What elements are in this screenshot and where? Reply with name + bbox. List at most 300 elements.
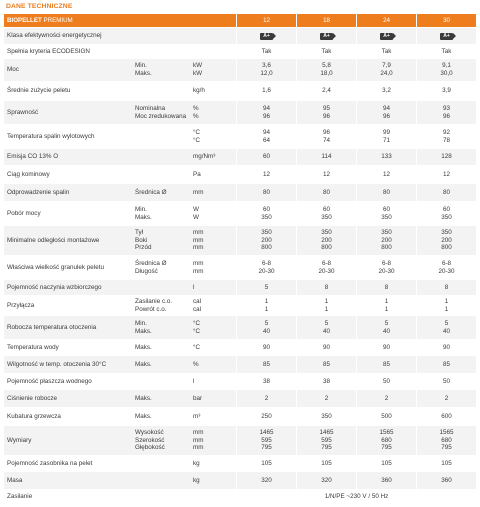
- row-unit: mm: [193, 236, 204, 244]
- table-row: [4, 315, 476, 339]
- row-sublabel-cell: [132, 389, 190, 407]
- value: 350: [321, 228, 332, 236]
- row-unit-cell: [190, 27, 236, 44]
- value: Tak: [321, 47, 332, 55]
- value-cell: [416, 407, 476, 425]
- value: 320: [261, 476, 272, 484]
- value: 2: [264, 394, 269, 402]
- value: 85: [263, 360, 271, 368]
- value-cell: [356, 471, 416, 489]
- value-cell: [296, 183, 356, 201]
- row-unit: kg/h: [193, 87, 205, 95]
- value: 350: [381, 213, 392, 221]
- value-cell: [296, 27, 356, 44]
- table-row: [4, 339, 476, 355]
- row-unit-cell: [190, 100, 236, 124]
- energy-class-badge: A+: [380, 33, 393, 40]
- value-cell: [356, 124, 416, 148]
- row-sublabel: Min.: [135, 319, 147, 327]
- row-unit-cell: [190, 225, 236, 255]
- value: 80: [263, 188, 271, 196]
- row-sublabel: Min.: [135, 205, 147, 213]
- value: 105: [381, 459, 392, 467]
- row-label: Pojemność zasobnika na pelet: [4, 455, 132, 471]
- table-row: [4, 471, 476, 489]
- row-sublabel-cell: [132, 373, 190, 389]
- value: 128: [441, 153, 452, 161]
- row-label: Klasa efektywności energetycznej: [4, 27, 132, 44]
- value-cell: [356, 100, 416, 124]
- value: 800: [441, 244, 452, 252]
- row-unit: mm: [193, 259, 204, 267]
- value: 20-30: [438, 267, 455, 275]
- row-unit-cell: [190, 183, 236, 201]
- value: 50: [383, 377, 391, 385]
- value-cell: [296, 44, 356, 58]
- row-label: Emisja CO 13% O: [4, 148, 132, 165]
- value: 74: [323, 136, 331, 144]
- value-cell: [236, 148, 296, 165]
- row-unit: l: [193, 283, 195, 291]
- value-cell: [416, 455, 476, 471]
- row-unit: kW: [193, 62, 203, 70]
- value: 24,0: [380, 70, 393, 77]
- value-cell: [416, 255, 476, 279]
- row-unit-cell: [190, 165, 236, 183]
- value: 18,0: [320, 70, 333, 77]
- value-cell: [416, 339, 476, 355]
- row-label: Wilgotność w temp. otoczenia 30°C: [4, 355, 132, 373]
- value: 99: [383, 128, 391, 136]
- row-unit: °C: [193, 343, 201, 351]
- row-sublabel-cell: [132, 183, 190, 201]
- value-cell: [416, 355, 476, 373]
- value: 85: [383, 360, 391, 368]
- value: 30,0: [440, 70, 453, 77]
- row-unit: %: [193, 104, 199, 112]
- value-cell: [236, 315, 296, 339]
- row-unit-cell: [190, 124, 236, 148]
- value-cell: [356, 279, 416, 295]
- row-unit: °C: [193, 128, 201, 136]
- row-unit-cell: [190, 148, 236, 165]
- value-cell: [356, 44, 416, 58]
- model-main-label: BIOPELLET: [7, 16, 42, 24]
- value: 12: [263, 170, 271, 178]
- row-unit: l: [193, 377, 195, 385]
- value-cell: [296, 315, 356, 339]
- row-label: Zasilanie: [4, 489, 132, 503]
- value-cell: [296, 279, 356, 295]
- row-sublabel-cell: [132, 201, 190, 225]
- value: 680: [381, 436, 392, 444]
- row-sublabel: Szerokość: [135, 436, 165, 444]
- row-unit-cell: [190, 58, 236, 81]
- value-cell: [416, 201, 476, 225]
- row-sublabel-cell: [132, 355, 190, 373]
- value: 250: [261, 412, 272, 420]
- value: 2,4: [322, 87, 331, 95]
- value: 1: [264, 305, 269, 313]
- value: Tak: [261, 47, 272, 55]
- row-sublabel-cell: [132, 295, 190, 315]
- value: 93: [443, 104, 451, 112]
- value: 133: [381, 153, 392, 161]
- row-unit-cell: [190, 295, 236, 315]
- value: 5: [444, 319, 449, 327]
- value: 6-8: [441, 259, 452, 267]
- value: 350: [321, 412, 332, 420]
- value: 1: [444, 297, 449, 305]
- row-unit: mm: [193, 244, 204, 252]
- row-label: Minimalne odległości montażowe: [4, 225, 132, 255]
- value: 94: [263, 128, 271, 136]
- value-cell: [296, 100, 356, 124]
- value-cell: [416, 81, 476, 100]
- value: 60: [383, 205, 391, 213]
- value: 96: [443, 112, 451, 120]
- row-unit: mm: [193, 444, 204, 452]
- value: 3,9: [442, 87, 451, 95]
- table-row: [4, 279, 476, 295]
- value-cell: [236, 81, 296, 100]
- merged-value: 1/N/PE ~230 V / 50 Hz: [236, 489, 476, 503]
- row-label: Średnie zużycie peletu: [4, 81, 132, 100]
- row-unit-cell: [190, 201, 236, 225]
- value-cell: [236, 124, 296, 148]
- row-label: Wymiary: [4, 425, 132, 455]
- row-unit-cell: [190, 425, 236, 455]
- value: 350: [381, 228, 392, 236]
- value-cell: [236, 373, 296, 389]
- value: 3,6: [262, 62, 271, 70]
- energy-class-badge: A+: [440, 33, 453, 40]
- row-unit: °C: [193, 319, 201, 327]
- value-cell: [416, 148, 476, 165]
- model-sub-label: PREMIUM: [43, 16, 73, 24]
- value-cell: [416, 425, 476, 455]
- value-cell: [416, 315, 476, 339]
- value-cell: [416, 165, 476, 183]
- value-cell: [356, 389, 416, 407]
- value: 60: [263, 205, 271, 213]
- row-unit: bar: [193, 394, 203, 402]
- value: 795: [381, 444, 392, 452]
- model-name-header: [4, 14, 236, 27]
- row-unit-cell: [190, 455, 236, 471]
- row-label: Temperatura wody: [4, 339, 132, 355]
- value-cell: [356, 407, 416, 425]
- row-sublabel: Boki: [135, 236, 148, 244]
- value: 80: [323, 188, 331, 196]
- value-cell: [356, 183, 416, 201]
- value-cell: [356, 58, 416, 81]
- table-row: [4, 355, 476, 373]
- value-cell: [416, 225, 476, 255]
- row-sublabel: Wysokość: [135, 428, 164, 436]
- table-body: [4, 27, 476, 503]
- row-unit: kg: [193, 459, 200, 467]
- row-sublabel-cell: [132, 279, 190, 295]
- value: 95: [323, 104, 331, 112]
- row-sublabel-cell: [132, 407, 190, 425]
- row-label: Odprowadzenie spalin: [4, 183, 132, 201]
- value: 105: [321, 459, 332, 467]
- value: 90: [383, 343, 391, 351]
- value: 3,2: [382, 87, 391, 95]
- value-cell: [356, 315, 416, 339]
- value-cell: [296, 339, 356, 355]
- value: 350: [321, 213, 332, 221]
- value-cell: [236, 44, 296, 58]
- value-cell: [296, 425, 356, 455]
- row-label: Pobór mocy: [4, 201, 132, 225]
- value: 795: [261, 444, 272, 452]
- row-label: Ciąg kominowy: [4, 165, 132, 183]
- value: 6-8: [321, 259, 332, 267]
- value: 105: [441, 459, 452, 467]
- value-cell: [356, 27, 416, 44]
- value: 7,9: [382, 62, 391, 70]
- value-cell: [356, 295, 416, 315]
- row-label: Pojemność naczynia wzbiorczego: [4, 279, 132, 295]
- row-sublabel-cell: [132, 100, 190, 124]
- row-unit-cell: [190, 339, 236, 355]
- row-sublabel: Maks.: [135, 70, 152, 77]
- row-sublabel-cell: [132, 148, 190, 165]
- row-sublabel: Przód: [135, 244, 152, 252]
- value-cell: [236, 471, 296, 489]
- value: 96: [323, 128, 331, 136]
- row-sublabel: Maks.: [135, 360, 152, 368]
- table-header-row: [4, 14, 476, 27]
- row-sublabel: Maks.: [135, 327, 152, 335]
- row-sublabel: Głębokość: [135, 444, 165, 452]
- value-cell: [356, 355, 416, 373]
- row-sublabel-cell: [132, 255, 190, 279]
- column-header-30: 30: [416, 14, 476, 27]
- value: 90: [443, 343, 451, 351]
- row-label: Moc: [4, 58, 132, 81]
- value-cell: [296, 225, 356, 255]
- value: 320: [321, 476, 332, 484]
- value: 40: [323, 327, 331, 335]
- row-unit: mm: [193, 428, 204, 436]
- value: 800: [381, 244, 392, 252]
- table-row: [4, 100, 476, 124]
- table-row: [4, 44, 476, 58]
- row-label: Sprawność: [4, 100, 132, 124]
- row-unit: mg/Nm³: [193, 153, 216, 161]
- value: 1: [384, 297, 389, 305]
- value: 1: [444, 305, 449, 313]
- row-sublabel-cell: [132, 489, 190, 503]
- value-cell: [416, 295, 476, 315]
- value: 795: [441, 444, 452, 452]
- table-row: [4, 148, 476, 165]
- value: 5: [324, 319, 329, 327]
- value: 5: [264, 319, 269, 327]
- value-cell: [296, 407, 356, 425]
- row-sublabel: Długość: [135, 267, 158, 275]
- row-unit-cell: [190, 407, 236, 425]
- table-row: [4, 124, 476, 148]
- row-unit-cell: [190, 81, 236, 100]
- value: 60: [263, 153, 271, 161]
- row-sublabel-cell: [132, 471, 190, 489]
- value-cell: [416, 389, 476, 407]
- value: 1: [264, 297, 269, 305]
- value-cell: [296, 373, 356, 389]
- value-cell: [236, 389, 296, 407]
- value-cell: [296, 165, 356, 183]
- value-cell: [416, 124, 476, 148]
- value: 6-8: [381, 259, 392, 267]
- value: 40: [443, 327, 451, 335]
- value: 85: [323, 360, 331, 368]
- value: 200: [441, 236, 452, 244]
- value: 5,8: [322, 62, 331, 70]
- value: 20-30: [318, 267, 335, 275]
- value-cell: [356, 425, 416, 455]
- row-sublabel: Średnica Ø: [135, 188, 167, 196]
- value: 600: [441, 412, 452, 420]
- value: 360: [381, 476, 392, 484]
- value: 350: [261, 213, 272, 221]
- value: 2: [444, 394, 449, 402]
- row-sublabel-cell: [132, 58, 190, 81]
- value-cell: [296, 295, 356, 315]
- column-header-12: 12: [236, 14, 296, 27]
- value-cell: [296, 201, 356, 225]
- value: 1565: [379, 428, 394, 436]
- value: 6-8: [261, 259, 272, 267]
- value: 2: [324, 394, 329, 402]
- row-sublabel-cell: [132, 27, 190, 44]
- value-cell: [356, 373, 416, 389]
- value: 1: [324, 305, 329, 313]
- row-unit: mm: [193, 267, 204, 275]
- value: 800: [321, 244, 332, 252]
- row-sublabel-cell: [132, 81, 190, 100]
- value-cell: [236, 295, 296, 315]
- value: 96: [383, 112, 391, 120]
- value: 38: [263, 377, 271, 385]
- table-row: [4, 389, 476, 407]
- energy-class-badge: A+: [260, 33, 273, 40]
- value: 94: [263, 104, 271, 112]
- row-unit: %: [193, 112, 199, 120]
- row-sublabel-cell: [132, 124, 190, 148]
- row-label: Właściwa wielkość granulek peletu: [4, 255, 132, 279]
- value: 85: [443, 360, 451, 368]
- row-label: Robocza temperatura otoczenia: [4, 315, 132, 339]
- row-label: Masa: [4, 471, 132, 489]
- value: 360: [441, 476, 452, 484]
- table-row: [4, 455, 476, 471]
- row-unit: mm: [193, 188, 204, 196]
- value: 1465: [259, 428, 274, 436]
- section-title: DANE TECHNICZNE: [6, 3, 73, 10]
- value: 200: [381, 236, 392, 244]
- value-cell: [236, 425, 296, 455]
- value: 5: [264, 283, 269, 291]
- row-sublabel-cell: [132, 315, 190, 339]
- row-sublabel: Tył: [135, 228, 144, 236]
- value: 8: [324, 283, 329, 291]
- value: 1565: [439, 428, 454, 436]
- table-row: [4, 58, 476, 81]
- value-cell: [236, 100, 296, 124]
- value: 90: [263, 343, 271, 351]
- energy-class-badge: A+: [320, 33, 333, 40]
- value-cell: [356, 225, 416, 255]
- row-unit-cell: [190, 255, 236, 279]
- value: 350: [261, 228, 272, 236]
- value: 500: [381, 412, 392, 420]
- value: 78: [443, 136, 451, 144]
- row-sublabel-cell: [132, 425, 190, 455]
- value: 12: [323, 170, 331, 178]
- row-label: Przyłącza: [4, 295, 132, 315]
- table-row: [4, 165, 476, 183]
- row-unit: kg: [193, 476, 200, 484]
- row-sublabel: Średnica Ø: [135, 259, 167, 267]
- value: Tak: [381, 47, 392, 55]
- value-cell: [236, 339, 296, 355]
- value: 38: [323, 377, 331, 385]
- value-cell: [296, 124, 356, 148]
- row-unit-cell: [190, 489, 236, 503]
- value: 94: [383, 104, 391, 112]
- value-cell: [416, 58, 476, 81]
- table-row: [4, 373, 476, 389]
- row-unit-cell: [190, 355, 236, 373]
- value: 800: [261, 244, 272, 252]
- table-row: [4, 489, 476, 503]
- value-cell: [296, 355, 356, 373]
- value-cell: [416, 44, 476, 58]
- row-unit: mm: [193, 228, 204, 236]
- value-cell: [236, 355, 296, 373]
- row-unit-cell: [190, 389, 236, 407]
- value: Tak: [441, 47, 452, 55]
- value-cell: [416, 471, 476, 489]
- value-cell: [356, 81, 416, 100]
- value-cell: [296, 389, 356, 407]
- row-unit: W: [193, 205, 199, 213]
- value-cell: [416, 279, 476, 295]
- row-label: Kubatura grzewcza: [4, 407, 132, 425]
- value-cell: [236, 455, 296, 471]
- value-cell: [296, 58, 356, 81]
- column-header-24: 24: [356, 14, 416, 27]
- row-unit: W: [193, 213, 199, 221]
- value-cell: [416, 100, 476, 124]
- value: 8: [384, 283, 389, 291]
- row-sublabel: Maks.: [135, 343, 152, 351]
- row-sublabel-cell: [132, 225, 190, 255]
- row-label: Spełnia kryteria ECODESIGN: [4, 44, 132, 58]
- value-cell: [236, 279, 296, 295]
- row-unit: mm: [193, 436, 204, 444]
- value: 595: [321, 436, 332, 444]
- value-cell: [296, 471, 356, 489]
- row-label: Temperatura spalin wylotowych: [4, 124, 132, 148]
- value: 12,0: [260, 70, 273, 77]
- row-sublabel: Zasilanie c.o.: [135, 297, 173, 305]
- table-row: [4, 295, 476, 315]
